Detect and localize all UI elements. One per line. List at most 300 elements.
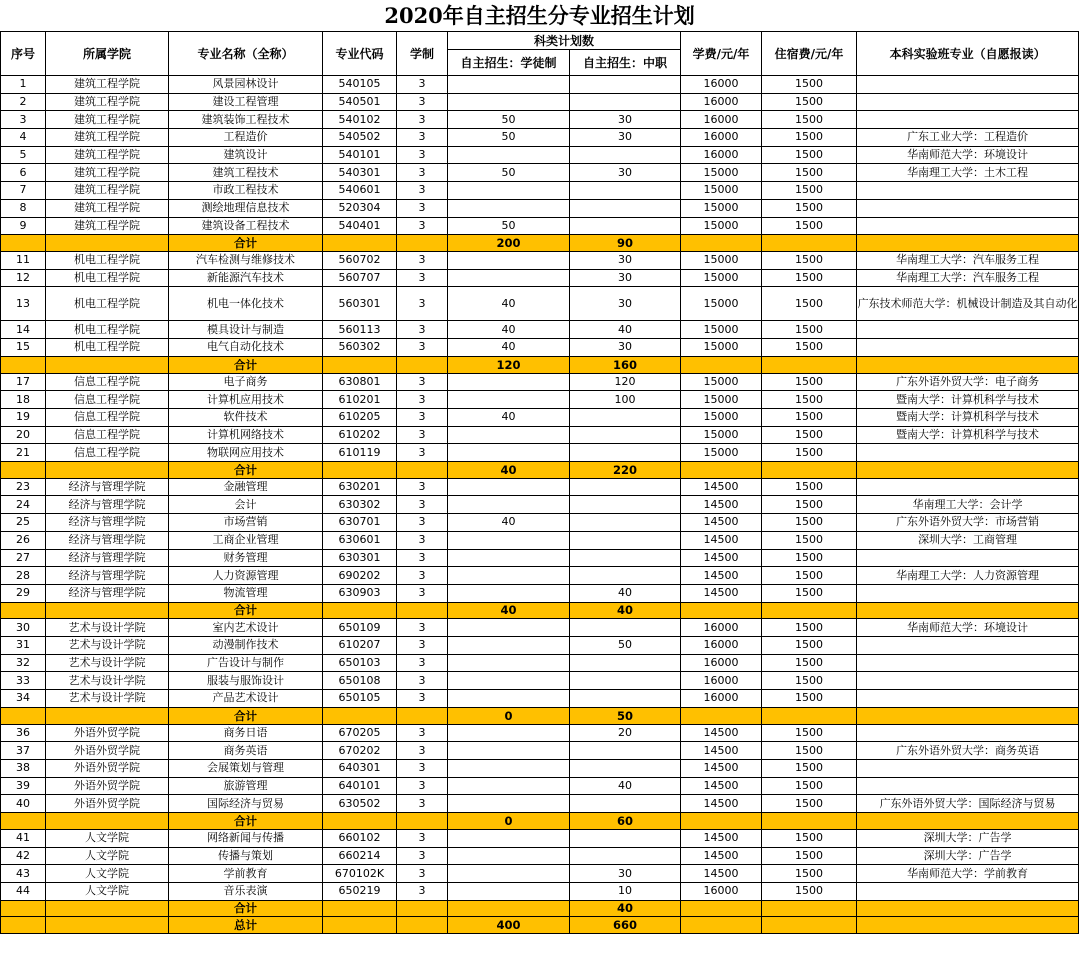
- tuition-cell: 14500: [681, 777, 762, 795]
- subtotal-apprentice: 0: [448, 813, 570, 830]
- empty-cell: [762, 356, 857, 373]
- years-cell: 3: [397, 321, 448, 339]
- seq-cell: 34: [1, 690, 46, 708]
- plan-vocational-cell: [570, 742, 681, 760]
- years-cell: 3: [397, 287, 448, 321]
- empty-cell: [46, 461, 169, 478]
- years-cell: 3: [397, 549, 448, 567]
- years-cell: 3: [397, 339, 448, 357]
- seq-cell: 3: [1, 111, 46, 129]
- plan-apprentice-cell: [448, 724, 570, 742]
- lodging-cell: 1500: [762, 654, 857, 672]
- college-cell: 外语外贸学院: [46, 742, 169, 760]
- pilot-cell: [857, 199, 1079, 217]
- seq-cell: 43: [1, 865, 46, 883]
- college-cell: 机电工程学院: [46, 251, 169, 269]
- plan-apprentice-cell: [448, 672, 570, 690]
- lodging-cell: 1500: [762, 182, 857, 200]
- empty-cell: [323, 235, 397, 252]
- plan-apprentice-cell: 40: [448, 408, 570, 426]
- table-row: [1, 531, 1079, 549]
- seq-cell: 37: [1, 742, 46, 760]
- plan-vocational-cell: [570, 199, 681, 217]
- college-cell: 外语外贸学院: [46, 724, 169, 742]
- empty-cell: [681, 707, 762, 724]
- tuition-cell: 16000: [681, 672, 762, 690]
- table-row: [1, 759, 1079, 777]
- years-cell: 3: [397, 269, 448, 287]
- seq-cell: 23: [1, 478, 46, 496]
- major-cell: 学前教育: [169, 865, 323, 883]
- major-cell: 财务管理: [169, 549, 323, 567]
- plan-apprentice-cell: 40: [448, 287, 570, 321]
- empty-cell: [323, 813, 397, 830]
- table-row: [1, 637, 1079, 655]
- lodging-cell: 1500: [762, 531, 857, 549]
- pilot-cell: 深圳大学：广告学: [857, 847, 1079, 865]
- plan-vocational-cell: [570, 829, 681, 847]
- lodging-cell: 1500: [762, 129, 857, 147]
- seq-cell: 19: [1, 408, 46, 426]
- major-cell: 网络新闻与传播: [169, 829, 323, 847]
- tuition-cell: 14500: [681, 795, 762, 813]
- empty-cell: [397, 602, 448, 619]
- years-cell: 3: [397, 217, 448, 235]
- table-row: [1, 795, 1079, 813]
- college-cell: 建筑工程学院: [46, 111, 169, 129]
- lodging-cell: 1500: [762, 759, 857, 777]
- lodging-cell: 1500: [762, 637, 857, 655]
- table-body: [1, 76, 1079, 934]
- major-cell: 室内艺术设计: [169, 619, 323, 637]
- plan-vocational-cell: [570, 93, 681, 111]
- header-code: 专业代码: [323, 32, 397, 76]
- empty-cell: [1, 602, 46, 619]
- plan-apprentice-cell: [448, 882, 570, 900]
- tuition-cell: 15000: [681, 373, 762, 391]
- years-cell: 3: [397, 391, 448, 409]
- pilot-cell: 广东外语外贸大学：电子商务: [857, 373, 1079, 391]
- code-cell: 670205: [323, 724, 397, 742]
- plan-vocational-cell: 50: [570, 637, 681, 655]
- subtotal-vocational: 160: [570, 356, 681, 373]
- empty-cell: [857, 900, 1079, 917]
- code-cell: 650109: [323, 619, 397, 637]
- code-cell: 540105: [323, 76, 397, 94]
- table-row: [1, 408, 1079, 426]
- plan-vocational-cell: [570, 444, 681, 462]
- major-cell: 会展策划与管理: [169, 759, 323, 777]
- empty-cell: [681, 235, 762, 252]
- tuition-cell: 15000: [681, 217, 762, 235]
- pilot-cell: [857, 584, 1079, 602]
- lodging-cell: 1500: [762, 426, 857, 444]
- lodging-cell: 1500: [762, 742, 857, 760]
- plan-apprentice-cell: [448, 251, 570, 269]
- major-cell: 工程造价: [169, 129, 323, 147]
- seq-cell: 11: [1, 251, 46, 269]
- seq-cell: 39: [1, 777, 46, 795]
- empty-cell: [681, 917, 762, 934]
- years-cell: 3: [397, 865, 448, 883]
- subtotal-vocational: 40: [570, 900, 681, 917]
- pilot-cell: [857, 654, 1079, 672]
- empty-cell: [857, 707, 1079, 724]
- empty-cell: [762, 235, 857, 252]
- tuition-cell: 16000: [681, 654, 762, 672]
- years-cell: 3: [397, 724, 448, 742]
- plan-apprentice-cell: 50: [448, 129, 570, 147]
- college-cell: 经济与管理学院: [46, 514, 169, 532]
- header-plan-group: 科类计划数: [448, 32, 681, 50]
- table-row: [1, 690, 1079, 708]
- tuition-cell: 14500: [681, 847, 762, 865]
- lodging-cell: 1500: [762, 795, 857, 813]
- major-cell: 电子商务: [169, 373, 323, 391]
- empty-cell: [397, 461, 448, 478]
- years-cell: 3: [397, 619, 448, 637]
- header-plan-apprentice: 自主招生：学徒制: [448, 50, 570, 76]
- empty-cell: [857, 813, 1079, 830]
- subtotal-row: [1, 917, 1079, 934]
- code-cell: 540401: [323, 217, 397, 235]
- pilot-cell: [857, 217, 1079, 235]
- table-row: [1, 496, 1079, 514]
- plan-vocational-cell: 10: [570, 882, 681, 900]
- empty-cell: [323, 461, 397, 478]
- plan-apprentice-cell: [448, 829, 570, 847]
- subtotal-label: 合计: [169, 813, 323, 830]
- plan-vocational-cell: [570, 795, 681, 813]
- table-row: [1, 339, 1079, 357]
- major-cell: 软件技术: [169, 408, 323, 426]
- code-cell: 630701: [323, 514, 397, 532]
- code-cell: 540601: [323, 182, 397, 200]
- empty-cell: [323, 917, 397, 934]
- pilot-cell: [857, 111, 1079, 129]
- subtotal-apprentice: 40: [448, 602, 570, 619]
- empty-cell: [681, 356, 762, 373]
- seq-cell: 24: [1, 496, 46, 514]
- lodging-cell: 1500: [762, 567, 857, 585]
- major-cell: 金融管理: [169, 478, 323, 496]
- pilot-cell: 广东工业大学：工程造价: [857, 129, 1079, 147]
- table-row: [1, 199, 1079, 217]
- plan-apprentice-cell: [448, 76, 570, 94]
- major-cell: 风景园林设计: [169, 76, 323, 94]
- plan-apprentice-cell: [448, 444, 570, 462]
- seq-cell: 32: [1, 654, 46, 672]
- empty-cell: [762, 602, 857, 619]
- plan-vocational-cell: 100: [570, 391, 681, 409]
- empty-cell: [762, 461, 857, 478]
- college-cell: 外语外贸学院: [46, 795, 169, 813]
- college-cell: 经济与管理学院: [46, 567, 169, 585]
- table-row: [1, 882, 1079, 900]
- header-plan-vocational: 自主招生：中职: [570, 50, 681, 76]
- plan-apprentice-cell: [448, 619, 570, 637]
- code-cell: 640101: [323, 777, 397, 795]
- seq-cell: 1: [1, 76, 46, 94]
- tuition-cell: 14500: [681, 496, 762, 514]
- tuition-cell: 14500: [681, 759, 762, 777]
- table-row: [1, 514, 1079, 532]
- plan-vocational-cell: 40: [570, 584, 681, 602]
- seq-cell: 42: [1, 847, 46, 865]
- seq-cell: 33: [1, 672, 46, 690]
- code-cell: 630801: [323, 373, 397, 391]
- lodging-cell: 1500: [762, 217, 857, 235]
- years-cell: 3: [397, 672, 448, 690]
- table-row: [1, 444, 1079, 462]
- seq-cell: 4: [1, 129, 46, 147]
- college-cell: 外语外贸学院: [46, 759, 169, 777]
- years-cell: 3: [397, 759, 448, 777]
- tuition-cell: 15000: [681, 444, 762, 462]
- major-cell: 产品艺术设计: [169, 690, 323, 708]
- table-row: [1, 584, 1079, 602]
- code-cell: 540101: [323, 146, 397, 164]
- major-cell: 旅游管理: [169, 777, 323, 795]
- lodging-cell: 1500: [762, 619, 857, 637]
- lodging-cell: 1500: [762, 321, 857, 339]
- table-row: [1, 549, 1079, 567]
- plan-vocational-cell: 30: [570, 129, 681, 147]
- lodging-cell: 1500: [762, 549, 857, 567]
- code-cell: 660102: [323, 829, 397, 847]
- lodging-cell: 1500: [762, 690, 857, 708]
- table-row: [1, 287, 1079, 321]
- years-cell: 3: [397, 164, 448, 182]
- major-cell: 市政工程技术: [169, 182, 323, 200]
- plan-apprentice-cell: [448, 865, 570, 883]
- plan-vocational-cell: 40: [570, 777, 681, 795]
- tuition-cell: 16000: [681, 111, 762, 129]
- major-cell: 人力资源管理: [169, 567, 323, 585]
- plan-vocational-cell: 30: [570, 287, 681, 321]
- empty-cell: [1, 235, 46, 252]
- plan-vocational-cell: [570, 408, 681, 426]
- code-cell: 650219: [323, 882, 397, 900]
- lodging-cell: 1500: [762, 882, 857, 900]
- empty-cell: [46, 235, 169, 252]
- lodging-cell: 1500: [762, 724, 857, 742]
- pilot-cell: 暨南大学：计算机科学与技术: [857, 391, 1079, 409]
- lodging-cell: 1500: [762, 847, 857, 865]
- seq-cell: 7: [1, 182, 46, 200]
- seq-cell: 27: [1, 549, 46, 567]
- subtotal-vocational: 60: [570, 813, 681, 830]
- lodging-cell: 1500: [762, 146, 857, 164]
- code-cell: 630201: [323, 478, 397, 496]
- years-cell: 3: [397, 567, 448, 585]
- major-cell: 传播与策划: [169, 847, 323, 865]
- lodging-cell: 1500: [762, 339, 857, 357]
- plan-apprentice-cell: [448, 182, 570, 200]
- empty-cell: [857, 235, 1079, 252]
- tuition-cell: 14500: [681, 531, 762, 549]
- tuition-cell: 14500: [681, 829, 762, 847]
- college-cell: 建筑工程学院: [46, 129, 169, 147]
- tuition-cell: 14500: [681, 514, 762, 532]
- college-cell: 建筑工程学院: [46, 217, 169, 235]
- code-cell: 610202: [323, 426, 397, 444]
- seq-cell: 25: [1, 514, 46, 532]
- lodging-cell: 1500: [762, 584, 857, 602]
- pilot-cell: [857, 672, 1079, 690]
- lodging-cell: 1500: [762, 269, 857, 287]
- header-lodging: 住宿费/元/年: [762, 32, 857, 76]
- plan-vocational-cell: 20: [570, 724, 681, 742]
- subtotal-row: [1, 602, 1079, 619]
- empty-cell: [857, 461, 1079, 478]
- table-row: [1, 865, 1079, 883]
- college-cell: 艺术与设计学院: [46, 637, 169, 655]
- years-cell: 3: [397, 146, 448, 164]
- code-cell: 610119: [323, 444, 397, 462]
- subtotal-apprentice: 120: [448, 356, 570, 373]
- seq-cell: 15: [1, 339, 46, 357]
- lodging-cell: 1500: [762, 391, 857, 409]
- code-cell: 630301: [323, 549, 397, 567]
- table-row: [1, 829, 1079, 847]
- college-cell: 外语外贸学院: [46, 777, 169, 795]
- pilot-cell: 暨南大学：计算机科学与技术: [857, 408, 1079, 426]
- years-cell: 3: [397, 478, 448, 496]
- plan-vocational-cell: [570, 146, 681, 164]
- plan-vocational-cell: [570, 619, 681, 637]
- tuition-cell: 15000: [681, 391, 762, 409]
- empty-cell: [323, 707, 397, 724]
- table-row: [1, 76, 1079, 94]
- header-college: 所属学院: [46, 32, 169, 76]
- table-row: [1, 269, 1079, 287]
- seq-cell: 26: [1, 531, 46, 549]
- table-row: [1, 847, 1079, 865]
- empty-cell: [857, 356, 1079, 373]
- plan-vocational-cell: 30: [570, 164, 681, 182]
- seq-cell: 13: [1, 287, 46, 321]
- lodging-cell: 1500: [762, 444, 857, 462]
- pilot-cell: [857, 724, 1079, 742]
- code-cell: 670202: [323, 742, 397, 760]
- plan-apprentice-cell: [448, 690, 570, 708]
- pilot-cell: [857, 76, 1079, 94]
- major-cell: 商务日语: [169, 724, 323, 742]
- empty-cell: [46, 917, 169, 934]
- tuition-cell: 14500: [681, 549, 762, 567]
- plan-vocational-cell: [570, 478, 681, 496]
- years-cell: 3: [397, 847, 448, 865]
- years-cell: 3: [397, 777, 448, 795]
- pilot-cell: 深圳大学：广告学: [857, 829, 1079, 847]
- pilot-cell: 广东技术师范大学：机械设计制造及其自动化: [857, 287, 1079, 321]
- table-row: [1, 93, 1079, 111]
- pilot-cell: 广东外语外贸大学：商务英语: [857, 742, 1079, 760]
- college-cell: 经济与管理学院: [46, 549, 169, 567]
- college-cell: 信息工程学院: [46, 408, 169, 426]
- plan-apprentice-cell: [448, 567, 570, 585]
- code-cell: 660214: [323, 847, 397, 865]
- plan-vocational-cell: 30: [570, 269, 681, 287]
- years-cell: 3: [397, 129, 448, 147]
- major-cell: 电气自动化技术: [169, 339, 323, 357]
- tuition-cell: 14500: [681, 724, 762, 742]
- subtotal-row: [1, 356, 1079, 373]
- table-row: [1, 777, 1079, 795]
- empty-cell: [323, 900, 397, 917]
- header-pilot: 本科实验班专业（自愿报读）: [857, 32, 1079, 76]
- college-cell: 信息工程学院: [46, 391, 169, 409]
- lodging-cell: 1500: [762, 199, 857, 217]
- pilot-cell: [857, 182, 1079, 200]
- major-cell: 机电一体化技术: [169, 287, 323, 321]
- college-cell: 艺术与设计学院: [46, 690, 169, 708]
- years-cell: 3: [397, 76, 448, 94]
- pilot-cell: 广东外语外贸大学：市场营销: [857, 514, 1079, 532]
- years-cell: 3: [397, 444, 448, 462]
- lodging-cell: 1500: [762, 287, 857, 321]
- seq-cell: 12: [1, 269, 46, 287]
- lodging-cell: 1500: [762, 251, 857, 269]
- empty-cell: [397, 813, 448, 830]
- plan-apprentice-cell: [448, 496, 570, 514]
- code-cell: 520304: [323, 199, 397, 217]
- seq-cell: 36: [1, 724, 46, 742]
- subtotal-apprentice: 0: [448, 707, 570, 724]
- table-row: [1, 164, 1079, 182]
- years-cell: 3: [397, 496, 448, 514]
- years-cell: 3: [397, 742, 448, 760]
- pilot-cell: [857, 882, 1079, 900]
- tuition-cell: 14500: [681, 478, 762, 496]
- empty-cell: [1, 900, 46, 917]
- tuition-cell: 16000: [681, 882, 762, 900]
- plan-vocational-cell: [570, 654, 681, 672]
- pilot-cell: [857, 759, 1079, 777]
- pilot-cell: [857, 339, 1079, 357]
- lodging-cell: 1500: [762, 829, 857, 847]
- seq-cell: 38: [1, 759, 46, 777]
- college-cell: 人文学院: [46, 882, 169, 900]
- college-cell: 人文学院: [46, 865, 169, 883]
- empty-cell: [762, 900, 857, 917]
- table-row: [1, 182, 1079, 200]
- code-cell: 670102K: [323, 865, 397, 883]
- lodging-cell: 1500: [762, 111, 857, 129]
- plan-vocational-cell: [570, 567, 681, 585]
- plan-apprentice-cell: [448, 391, 570, 409]
- pilot-cell: 广东外语外贸大学：国际经济与贸易: [857, 795, 1079, 813]
- subtotal-apprentice: 40: [448, 461, 570, 478]
- table-row: [1, 251, 1079, 269]
- lodging-cell: 1500: [762, 672, 857, 690]
- plan-vocational-cell: 30: [570, 865, 681, 883]
- college-cell: 经济与管理学院: [46, 584, 169, 602]
- pilot-cell: 华南师范大学：环境设计: [857, 146, 1079, 164]
- subtotal-row: [1, 235, 1079, 252]
- major-cell: 模具设计与制造: [169, 321, 323, 339]
- table-row: [1, 724, 1079, 742]
- empty-cell: [397, 900, 448, 917]
- tuition-cell: 15000: [681, 321, 762, 339]
- pilot-cell: 华南理工大学：土木工程: [857, 164, 1079, 182]
- college-cell: 机电工程学院: [46, 287, 169, 321]
- code-cell: 610207: [323, 637, 397, 655]
- header-seq: 序号: [1, 32, 46, 76]
- code-cell: 650105: [323, 690, 397, 708]
- years-cell: 3: [397, 182, 448, 200]
